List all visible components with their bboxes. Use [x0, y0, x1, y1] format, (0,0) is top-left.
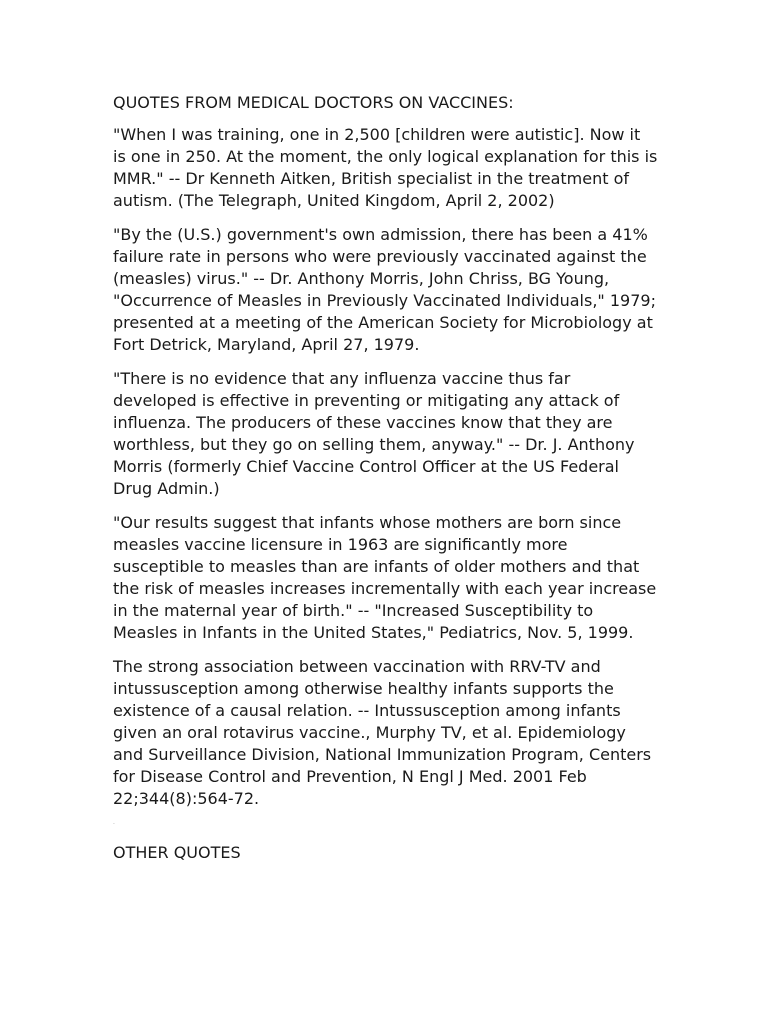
- separator-dot: ·: [113, 821, 115, 828]
- quote-paragraph-2: "By the (U.S.) government's own admission, there has been a 41% failure rate in persons who were previously vaccinated against the (measles) virus." -- Dr. Anthony Morris, John Chriss, BG Young, "Occurrence of Measles in Previously Vaccinated Individuals," 1979; presented at a meeting of the American Society for Microbiology at Fort Detrick, Maryland, April 27, 1979.: [113, 225, 656, 354]
- quote-paragraph-3: "There is no evidence that any influenza vaccine thus far developed is effective in preventing or mitigating any attack of influenza. The producers of these vaccines know that they are worthless, but they go on selling them, anyway." -- Dr. J. Anthony Morris (formerly Chief Vaccine Control Officer at the US Federal Drug Admin.): [113, 369, 635, 498]
- quote-paragraph-1: "When I was training, one in 2,500 [children were autistic]. Now it is one in 250. At the moment, the only logical explanation for this is MMR." -- Dr Kenneth Aitken, British specialist in the treatment of autism. (The Telegraph, United Kingdom, April 2, 2002): [113, 125, 658, 210]
- other-quotes-heading: OTHER QUOTES: [113, 843, 241, 862]
- quote-paragraph-5: The strong association between vaccination with RRV-TV and intussusception among otherwise healthy infants supports the existence of a causal relation. -- Intussusception among infants given an oral rotavirus vaccine., Murphy TV, et al. Epidemiology and Surveillance Division, National Immunization Program, Centers for Disease Control and Prevention, N Engl J Med. 2001 Feb 22;344(8):564-72.: [113, 657, 652, 808]
- quote-paragraph-4: "Our results suggest that infants whose mothers are born since measles vaccine licensure in 1963 are significantly more susceptible to measles than are infants of older mothers and that the risk of measles increases incrementally with each year increase in the maternal year of birth." -- "Increased Susceptibility to Measles in Infants in the United States," Pediatrics, Nov. 5, 1999.: [113, 513, 657, 642]
- document-page: [113, 92, 658, 874]
- document-heading: QUOTES FROM MEDICAL DOCTORS ON VACCINES:: [113, 93, 514, 112]
